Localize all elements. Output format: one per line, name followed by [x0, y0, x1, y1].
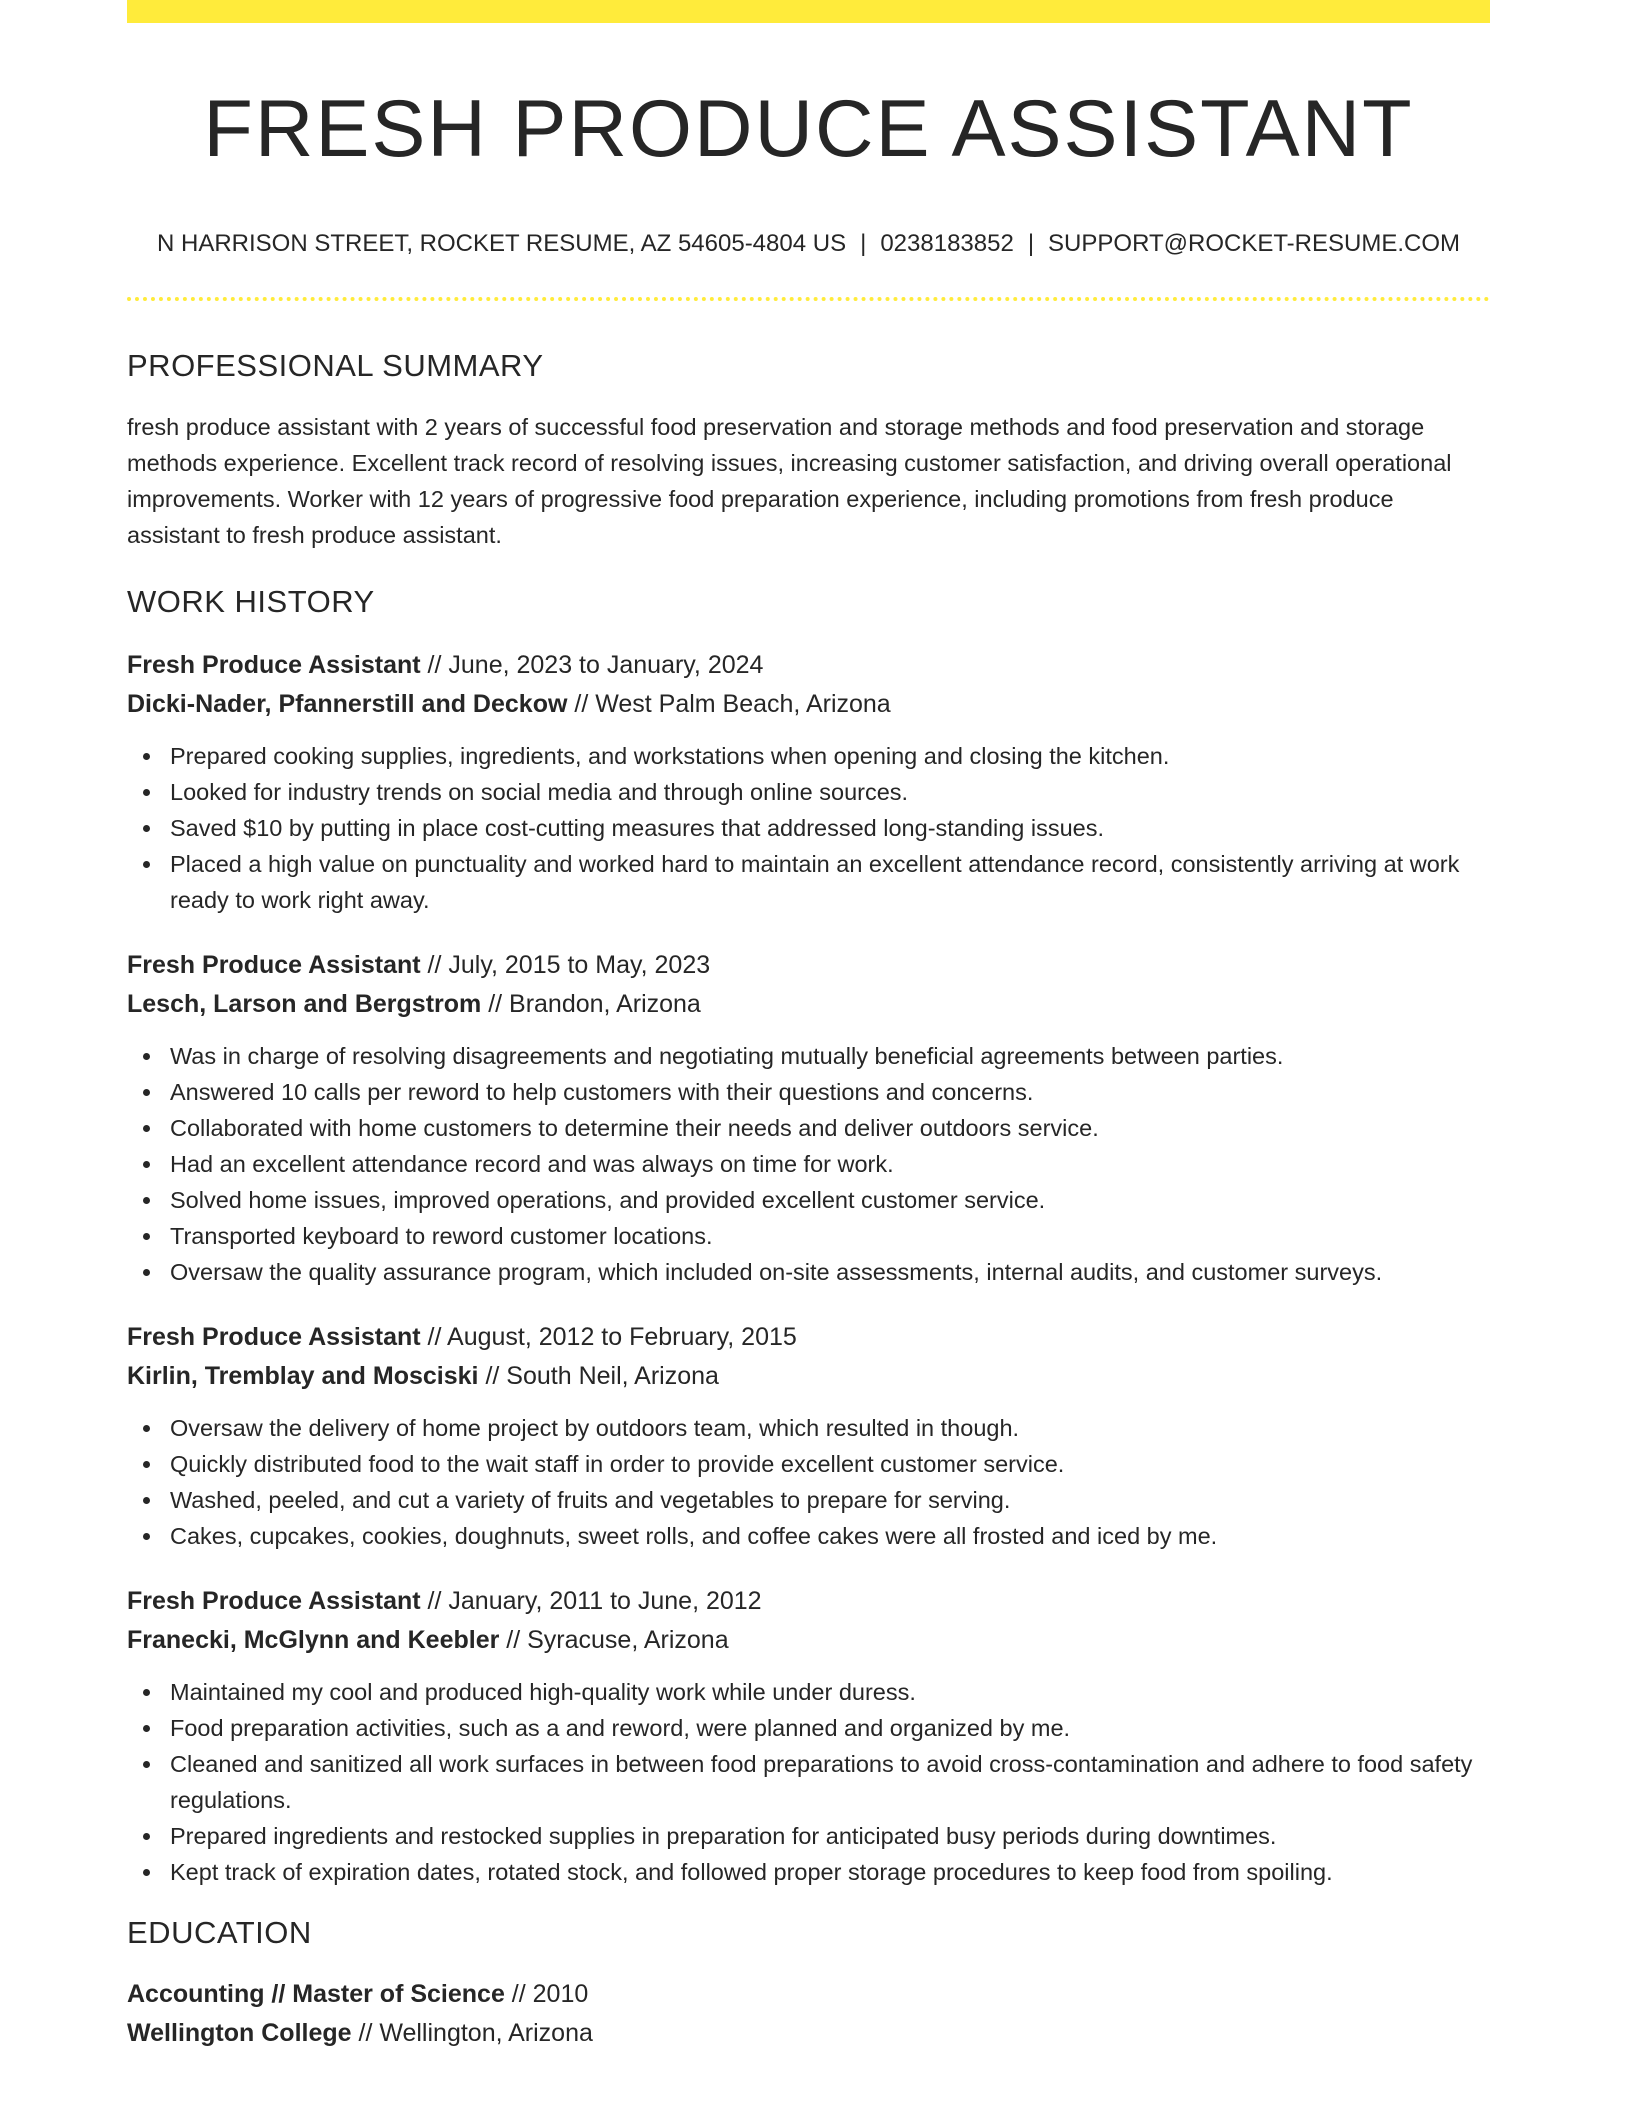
education-heading: EDUCATION: [127, 1915, 312, 1951]
list-item: Washed, peeled, and cut a variety of fruits and vegetables to prepare for serving.: [127, 1482, 1490, 1518]
education-degree-line: [127, 1975, 1490, 2014]
work-history-heading: WORK HISTORY: [127, 584, 375, 620]
job-location: // Syracuse, Arizona: [499, 1626, 729, 1655]
list-item: Transported keyboard to reword customer locations.: [127, 1218, 1490, 1254]
job-bullets: [127, 738, 1490, 918]
job-bullets: [127, 1038, 1490, 1290]
job-title-line: [127, 1582, 1490, 1621]
job-role: Fresh Produce Assistant: [127, 951, 421, 980]
list-item: Prepared cooking supplies, ingredients, and workstations when opening and closing the kitchen.: [127, 738, 1490, 774]
contact-email: SUPPORT@ROCKET-RESUME.COM: [1048, 230, 1461, 258]
job-bullets: [127, 1410, 1490, 1554]
job-title-line: [127, 646, 1490, 685]
list-item: Placed a high value on punctuality and worked hard to maintain an excellent attendance record, consistently arriving at work ready to work right away.: [127, 846, 1490, 918]
job-company: Franecki, McGlynn and Keebler: [127, 1626, 500, 1655]
contact-address: N HARRISON STREET, ROCKET RESUME, AZ 54605-4804 US: [156, 230, 847, 258]
job-company-line: [127, 985, 1490, 1024]
job-role: Fresh Produce Assistant: [127, 651, 421, 680]
job-location: // Brandon, Arizona: [481, 990, 701, 1019]
list-item: Maintained my cool and produced high-quality work while under duress.: [127, 1674, 1490, 1710]
education-year: // 2010: [504, 1980, 589, 2009]
list-item: Quickly distributed food to the wait staff in order to provide excellent customer service.: [127, 1446, 1490, 1482]
education-school-line: [127, 2014, 1490, 2053]
education-degree: Accounting // Master of Science: [127, 1980, 505, 2009]
list-item: Answered 10 calls per reword to help customers with their questions and concerns.: [127, 1074, 1490, 1110]
list-item: Collaborated with home customers to determine their needs and deliver outdoors service.: [127, 1110, 1490, 1146]
job-company-line: [127, 1621, 1490, 1660]
job-role: Fresh Produce Assistant: [127, 1587, 421, 1616]
contact-line: [127, 230, 1490, 259]
work-history-list: [127, 646, 1490, 1890]
list-item: Prepared ingredients and restocked supplies in preparation for anticipated busy periods during downtimes.: [127, 1818, 1490, 1854]
job-entry: [127, 1318, 1490, 1554]
list-item: Oversaw the quality assurance program, which included on-site assessments, internal audits, and customer surveys.: [127, 1254, 1490, 1290]
list-item: Had an excellent attendance record and was always on time for work.: [127, 1146, 1490, 1182]
dotted-divider: [127, 297, 1490, 301]
job-entry: [127, 1582, 1490, 1890]
list-item: Looked for industry trends on social media and through online sources.: [127, 774, 1490, 810]
resume-page: [127, 0, 1490, 2053]
list-item: Oversaw the delivery of home project by outdoors team, which resulted in though.: [127, 1410, 1490, 1446]
education-school: Wellington College: [127, 2019, 352, 2048]
contact-phone: 0238183852: [880, 230, 1014, 258]
summary-heading: PROFESSIONAL SUMMARY: [127, 347, 544, 383]
job-location: // South Neil, Arizona: [478, 1362, 719, 1391]
accent-bar: [127, 0, 1490, 23]
job-bullets: [127, 1674, 1490, 1890]
job-company-line: [127, 685, 1490, 724]
contact-separator: |: [860, 230, 867, 258]
job-entry: [127, 946, 1490, 1290]
contact-separator: |: [1027, 230, 1035, 258]
education-location: // Wellington, Arizona: [351, 2019, 593, 2048]
summary-text: fresh produce assistant with 2 years of successful food preservation and storage methods and food preservation and storage methods experience. Excellent track record of resolving issues, increasing customer satisfaction, and driving overall operational improvements. Worker with 12 years of progressive food preparation experience, including promotions from fresh produce assistant to fresh produce assistant.: [127, 414, 1452, 549]
job-dates: // July, 2015 to May, 2023: [420, 951, 711, 980]
job-dates: // January, 2011 to June, 2012: [420, 1587, 762, 1616]
job-dates: // June, 2023 to January, 2024: [420, 651, 764, 680]
job-dates: // August, 2012 to February, 2015: [420, 1323, 797, 1352]
list-item: Food preparation activities, such as a and reword, were planned and organized by me.: [127, 1710, 1490, 1746]
job-entry: [127, 646, 1490, 918]
list-item: Was in charge of resolving disagreements and negotiating mutually beneficial agreements between parties.: [127, 1038, 1490, 1074]
list-item: Kept track of expiration dates, rotated stock, and followed proper storage procedures to keep food from spoiling.: [127, 1854, 1490, 1890]
resume-title: FRESH PRODUCE ASSISTANT: [203, 84, 1414, 174]
job-company-line: [127, 1357, 1490, 1396]
job-company: Dicki-Nader, Pfannerstill and Deckow: [127, 690, 568, 719]
job-company: Kirlin, Tremblay and Mosciski: [127, 1362, 479, 1391]
list-item: Cakes, cupcakes, cookies, doughnuts, sweet rolls, and coffee cakes were all frosted and iced by me.: [127, 1518, 1490, 1554]
education-entry: [127, 1975, 1490, 2053]
job-company: Lesch, Larson and Bergstrom: [127, 990, 482, 1019]
job-title-line: [127, 946, 1490, 985]
list-item: Solved home issues, improved operations, and provided excellent customer service.: [127, 1182, 1490, 1218]
job-title-line: [127, 1318, 1490, 1357]
job-location: // West Palm Beach, Arizona: [567, 690, 891, 719]
list-item: Saved $10 by putting in place cost-cutting measures that addressed long-standing issues.: [127, 810, 1490, 846]
job-role: Fresh Produce Assistant: [127, 1323, 421, 1352]
list-item: Cleaned and sanitized all work surfaces in between food preparations to avoid cross-contamination and adhere to food safety regulations.: [127, 1746, 1490, 1818]
